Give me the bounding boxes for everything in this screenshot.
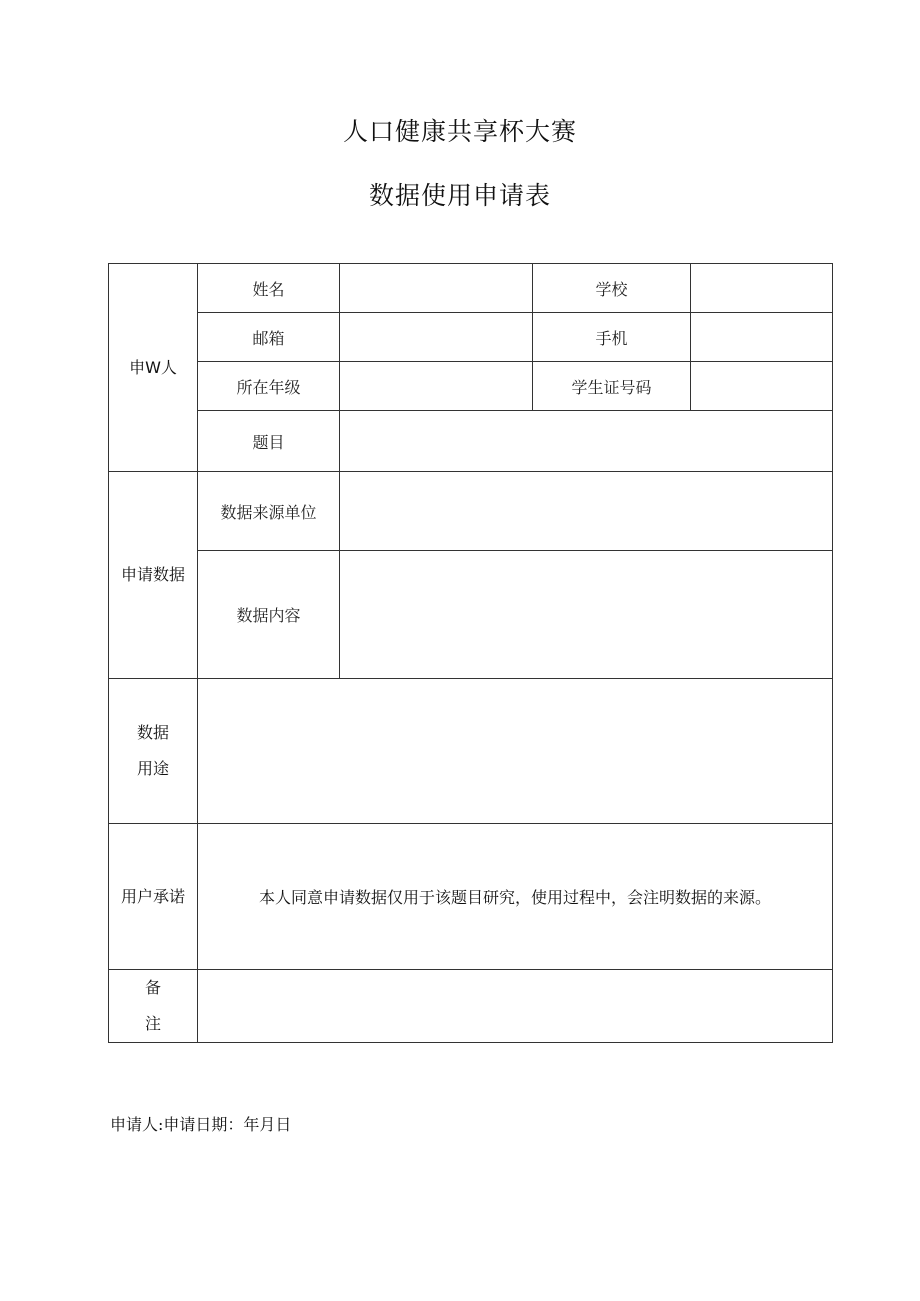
application-form-table xyxy=(108,263,833,1043)
school-field[interactable] xyxy=(691,264,833,313)
table-row xyxy=(109,679,833,824)
topic-field[interactable] xyxy=(340,411,833,472)
data-usage-label xyxy=(109,679,198,824)
remarks-field[interactable] xyxy=(198,970,833,1043)
data-source-field[interactable] xyxy=(340,472,833,551)
form-subtitle: 数据使用申请表 xyxy=(368,181,551,210)
data-usage-label-line1: 数据 xyxy=(136,723,169,742)
name-field[interactable] xyxy=(340,264,533,313)
table-row xyxy=(109,970,833,1043)
data-request-section-label: 申请数据 xyxy=(109,472,198,679)
topic-label: 题目 xyxy=(198,411,340,472)
data-usage-field[interactable] xyxy=(198,679,833,824)
data-content-field[interactable] xyxy=(340,551,833,679)
user-pledge-label: 用户承诺 xyxy=(109,824,198,970)
form-title: 人口健康共享杯大赛 xyxy=(342,117,577,146)
grade-label: 所在年级 xyxy=(198,362,340,411)
phone-label: 手机 xyxy=(533,313,691,362)
email-field[interactable] xyxy=(340,313,533,362)
student-id-label: 学生证号码 xyxy=(533,362,691,411)
table-row xyxy=(109,472,833,551)
data-usage-label-line2: 用途 xyxy=(136,759,169,778)
data-content-label: 数据内容 xyxy=(198,551,340,679)
table-row xyxy=(109,264,833,313)
table-row xyxy=(109,362,833,411)
school-label: 学校 xyxy=(533,264,691,313)
remarks-label-line1: 备 xyxy=(144,978,161,997)
email-label: 邮箱 xyxy=(198,313,340,362)
name-label: 姓名 xyxy=(198,264,340,313)
table-row xyxy=(109,551,833,679)
table-row xyxy=(109,411,833,472)
student-id-field[interactable] xyxy=(691,362,833,411)
table-row xyxy=(109,313,833,362)
user-pledge-text: 本人同意申请数据仅用于该题目研究，使用过程中，会注明数据的来源。 xyxy=(198,824,833,970)
applicant-signature-line: 申请人:申请日期：年月日 xyxy=(110,1115,292,1134)
table-row xyxy=(109,824,833,970)
data-source-label: 数据来源单位 xyxy=(198,472,340,551)
remarks-label-line2: 注 xyxy=(144,1014,161,1033)
grade-field[interactable] xyxy=(340,362,533,411)
remarks-label xyxy=(109,970,198,1043)
phone-field[interactable] xyxy=(691,313,833,362)
applicant-section-label: 申W人 xyxy=(109,264,198,472)
